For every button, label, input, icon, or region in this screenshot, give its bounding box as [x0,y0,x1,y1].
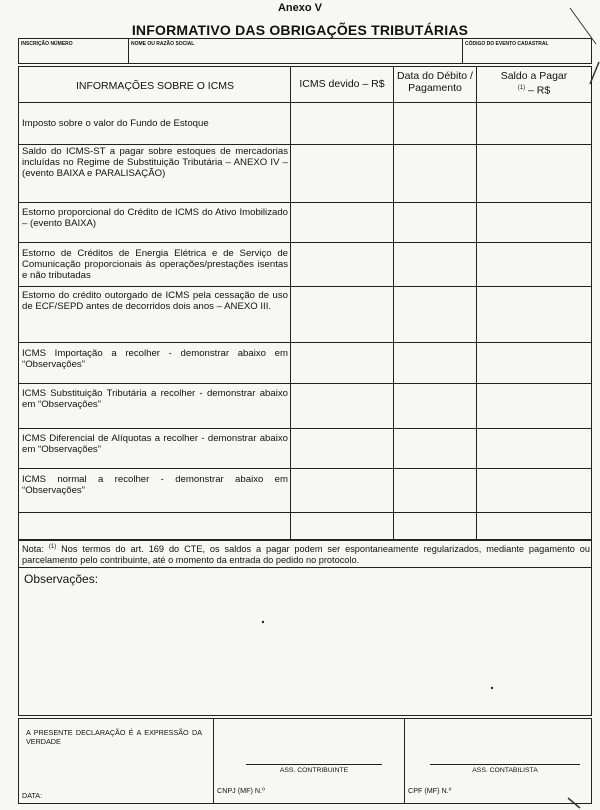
header-balance-due-label: Saldo a Pagar [500,70,568,82]
annex-title: Anexo V [277,2,322,14]
header-icms-due: ICMS devido – R$ [299,78,385,90]
row-stock-fund: Imposto sobre o valor do Fundo de Estoque [22,118,209,129]
company-name-label: NOME OU RAZÃO SOCIAL [131,41,195,47]
event-code-label: CÓDIGO DO EVENTO CADASTRAL [465,41,549,47]
row-energy-credit-reversal: Estorno de Créditos de Energia Elétrica e de Serviço de Comunicação proporcionais às operações/prestações isentas e não tributadas [22,248,288,282]
registration-number-label: INSCRIÇÃO NÚMERO [21,41,73,47]
row-icms-rate-difference: ICMS Diferencial de Alíquotas a recolher - demonstrar abaixo em “Observações” [22,433,288,456]
header-balance-currency: – R$ [528,84,551,97]
row-icms-normal: ICMS normal a recolher - demonstrar abaixo em “Observações” [22,474,288,497]
declaration-text: A PRESENTE DECLARAÇÃO É A EXPRESSÃO DA VERDADE [26,728,202,746]
header-debit-date: Data do Débito / Pagamento [397,70,473,94]
row-ecf-credit-reversal: Estorno do crédito outorgado de ICMS pela cessação de uso de ECF/SEPD antes de decorridos dois anos – ANEXO III. [22,290,288,313]
row-fixed-asset-reversal: Estorno proporcional do Crédito de ICMS do Ativo Imobilizado – (evento BAIXA) [22,207,288,230]
header-balance-ref: (1) [517,85,526,91]
cpf-label: CPF (MF) N.º [408,786,452,795]
form-title: INFORMATIVO DAS OBRIGAÇÕES TRIBUTÁRIAS [131,22,469,38]
footnote-text: Nos termos do art. 169 do CTE, os saldos a pagar podem ser espontaneamente regularizados, mediante pagamento ou parcelamento pelo contribuinte, até o momento da entrada do pedido no protocolo. [22,544,590,566]
footnote-ref: (1) [48,544,57,550]
observations-label: Observações: [24,572,99,586]
taxpayer-signature-label: ASS. CONTRIBUINTE [279,767,349,774]
cnpj-label: CNPJ (MF) N.º [217,786,265,795]
accountant-signature-label: ASS. CONTABILISTA [472,767,538,774]
row-icms-st-due: ICMS Substituição Tributária a recolher - demonstrar abaixo em “Observações” [22,388,288,411]
row-icms-import: ICMS Importação a recolher - demonstrar abaixo em “Observações” [22,348,288,371]
date-label: DATA: [22,791,43,800]
footnote-prefix: Nota: [22,544,44,555]
row-icms-st-balance: Saldo do ICMS-ST a pagar sobre estoques de mercadorias incluídas no Regime de Substituição Tributária – ANEXO IV – (evento BAIXA e PARALISAÇÃO) [22,146,288,180]
header-icms-info: INFORMAÇÕES SOBRE O ICMS [75,80,235,92]
